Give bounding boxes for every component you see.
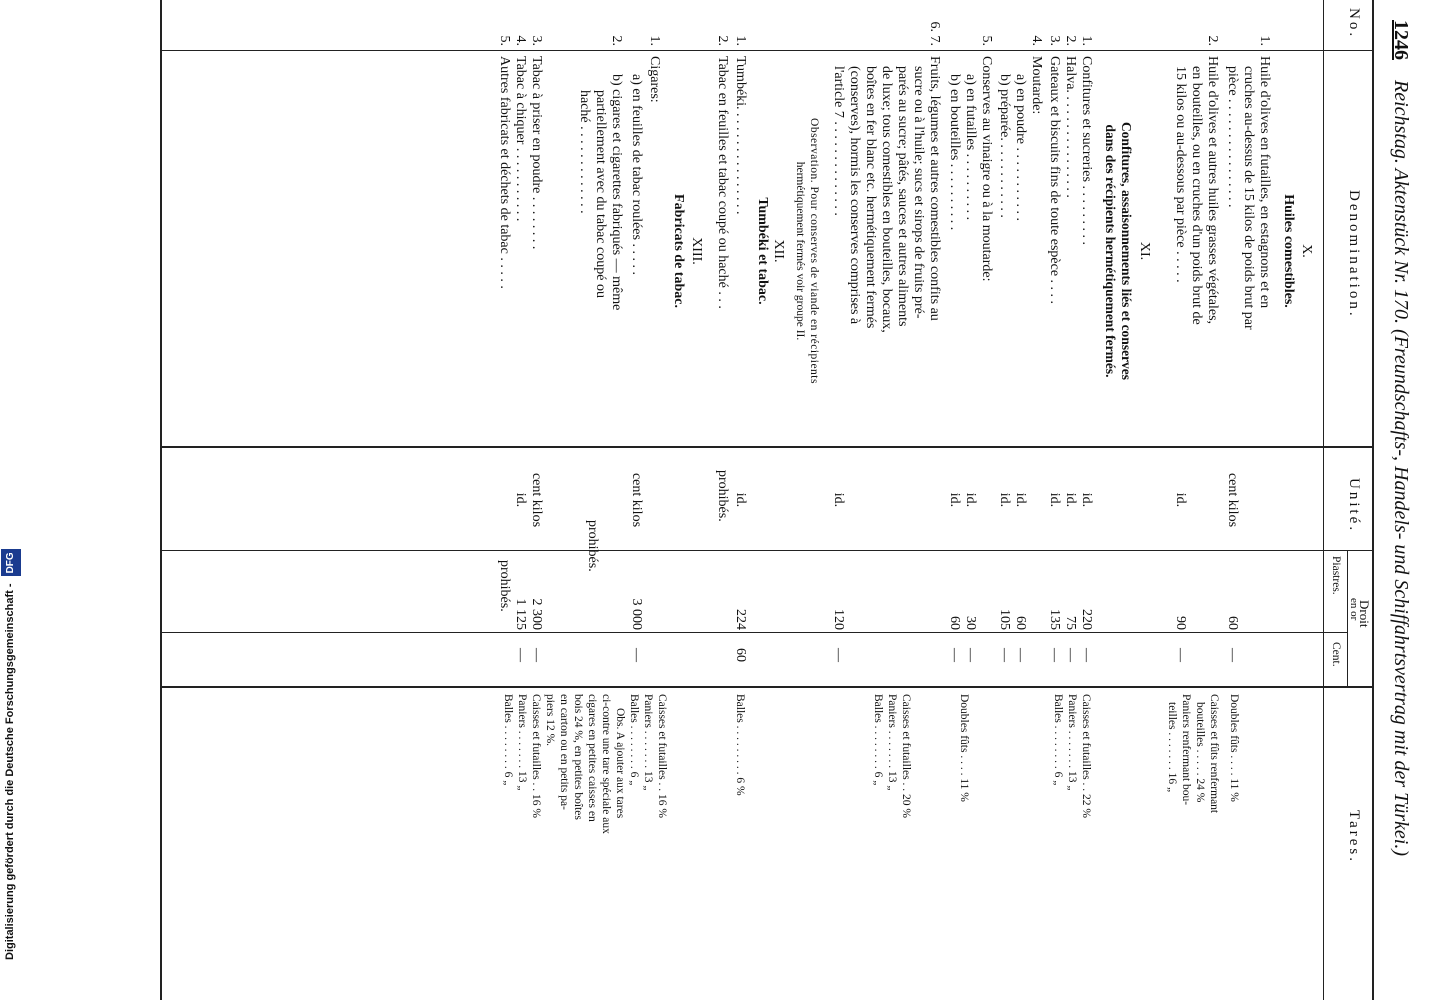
- unit-cell: cent kilos: [529, 472, 544, 528]
- cent-cell: —: [1173, 648, 1188, 662]
- row-text: parés au sucre; pâtés, sauces et autres aliments: [895, 66, 910, 327]
- piastres-cell: 60: [1013, 616, 1028, 630]
- row-number: 1.: [733, 35, 748, 46]
- tare-cell: Caisses et futailles . . 22 %: [1080, 694, 1092, 818]
- tare-cell: Caisses et futailles . . 16 %: [656, 694, 668, 818]
- row-number: 1.: [1079, 35, 1094, 46]
- row-number: 2.: [1205, 35, 1220, 46]
- cent-cell: —: [629, 648, 644, 662]
- row-number: 2.: [1063, 35, 1078, 46]
- col-header-tares: Tares.: [1346, 810, 1362, 865]
- tare-cell: Balles . . . . . . . . 6 „: [1052, 694, 1064, 786]
- piastres-cell: 60: [947, 616, 962, 630]
- col-header-droit-or: en or: [1348, 598, 1360, 621]
- tare-cell: piers 12 %.: [544, 694, 556, 747]
- cent-cell: —: [963, 648, 978, 662]
- tare-cell: Paniers . . . . . . . 13 „: [516, 694, 528, 791]
- section-xi-subtitle-1: Confitures, assaisonnements liés et conserves: [1119, 121, 1134, 381]
- piastres-cell: 224: [733, 609, 748, 630]
- tare-cell: Balles . . . . . . . . 6 „: [502, 694, 514, 786]
- col-divider-no: [162, 50, 1374, 51]
- tare-cell: en carton ou en petits pa-: [558, 694, 570, 810]
- row-text: b) en bouteilles . . . . . . . . . .: [947, 74, 962, 231]
- row-number: 4.: [513, 35, 528, 46]
- row-text: haché . . . . . . . . . . . . .: [577, 90, 592, 214]
- unit-cell: id.: [1079, 492, 1094, 508]
- tare-cell: bouteilles . . . . . 24 %: [1194, 702, 1206, 803]
- row-text: en bouteilles, ou en cruches d'un poids brut de: [1189, 66, 1204, 325]
- row-text: Tabac à chiquer . . . . . . . . . . .: [513, 56, 528, 222]
- row-number: 3.: [529, 35, 544, 46]
- row-text: boîtes en fer blanc etc. hermétiquement fermés: [863, 66, 878, 329]
- piastres-cell: 3 000: [629, 598, 644, 630]
- credit-text: Digitalisierung gefördert durch die Deutsche Forschungsgemeinschaft -: [4, 583, 16, 960]
- tare-cell: Caisses et futailles . . 20 %: [900, 694, 912, 818]
- row-text: Tabac en feuilles et tabac coupé ou haché . . .: [715, 56, 730, 309]
- section-xi-subtitle-2: dans des récipients hermétiquement fermés.: [1103, 124, 1118, 378]
- section-xii-title: XII.: [771, 239, 786, 263]
- piastres-cell: 60: [1225, 616, 1240, 630]
- row-text: Moutarde:: [1029, 56, 1044, 115]
- unit-cell: id.: [963, 492, 978, 508]
- tare-cell: Paniers renfermant bou-: [1180, 694, 1192, 806]
- piastres-cell: 1 125: [513, 598, 528, 630]
- tare-cell: Caisses et futailles . . 16 %: [530, 694, 542, 818]
- piastres-cell: 2 300: [529, 598, 544, 630]
- col-header-cent: Cent.: [1330, 642, 1342, 667]
- row-text: partiellement avec du tabac coupé ou: [593, 90, 608, 298]
- row-text: a) en futailles . . . . . . . . . .: [963, 74, 978, 221]
- header-bottom-border: [1323, 0, 1324, 1000]
- row-text: Fruits, légumes et autres comestibles confits au: [927, 56, 942, 321]
- row-text: Halva. . . . . . . . . . . . . . . .: [1063, 56, 1078, 198]
- cent-cell: 60: [733, 648, 748, 662]
- row-number: 2.: [715, 35, 730, 46]
- observation-text: hermétiquement fermés voir groupe II.: [794, 161, 806, 341]
- cent-cell: —: [1047, 648, 1062, 662]
- unit-cell: id.: [947, 492, 962, 508]
- tare-cell: ci-contre une tare spéciale aux: [600, 694, 612, 834]
- cent-cell: —: [997, 648, 1012, 662]
- row-text: pièce . . . . . . . . . . . . . . . .: [1225, 66, 1240, 208]
- row-number: 3.: [1047, 35, 1062, 46]
- row-text: sucre ou à l'huile; sucs et sirops de fruits pré-: [911, 66, 926, 319]
- col-divider-denomination: [162, 446, 1374, 448]
- unit-cell: id.: [1173, 492, 1188, 508]
- unit-cell: id.: [997, 492, 1012, 508]
- section-xiii-title: XIII.: [689, 237, 704, 265]
- col-divider-piastres: [162, 632, 1348, 633]
- piastres-cell: 90: [1173, 616, 1188, 630]
- tare-cell: cigares en petites caisses en: [586, 694, 598, 822]
- row-text: 15 kilos ou au-dessous par pièce . . . . .: [1173, 66, 1188, 283]
- row-text: Tumbéki. . . . . . . . . . . . . . . .: [733, 56, 748, 215]
- piastres-cell: 75: [1063, 616, 1078, 630]
- prohibited-cell: prohibés.: [497, 560, 512, 612]
- row-text: Gateaux et biscuits fins de toute espèce . . . .: [1047, 56, 1062, 305]
- observation-text: Observation. Pour conserves de viande en récipients: [808, 118, 820, 384]
- unit-cell: cent kilos: [1225, 472, 1240, 528]
- row-text: a) en poudre . . . . . . . . . . .: [1013, 74, 1028, 221]
- tare-cell: teilles . . . . . . . 16 „: [1166, 702, 1178, 793]
- row-text: a) en feuilles de tabac roulées . . . . .: [629, 74, 644, 275]
- page-header: [1389, 20, 1412, 856]
- unit-cell: id.: [513, 492, 528, 508]
- section-xiii-subtitle: Fabricats de tabac.: [671, 194, 686, 308]
- col-header-piastres: Piastres.: [1330, 556, 1342, 595]
- table-top-border: [1372, 0, 1374, 1000]
- cent-cell: —: [1225, 648, 1240, 662]
- col-header-no: No.: [1346, 8, 1362, 40]
- cent-cell: —: [529, 648, 544, 662]
- row-text: Autres fabricats et déchets de tabac . . . . .: [497, 56, 512, 289]
- unit-cell: id.: [831, 492, 846, 508]
- row-text: l'article 7 . . . . . . . . . . . . . .: [831, 66, 846, 216]
- col-header-unite: Unité.: [1346, 478, 1362, 534]
- row-text: cruches au-dessus de 15 kilos de poids brut par: [1241, 66, 1256, 330]
- page-title: Reichstag. Aktenstück Nr. 170. (Freundschafts-, Handels- und Schiffahrtsvertrag mit der Türkei.): [1390, 80, 1412, 857]
- row-text: (conserves), hormis les conserves comprises à: [847, 66, 862, 325]
- tare-cell: Balles . . . . . . . . 6 „: [872, 694, 884, 786]
- piastres-cell: 105: [997, 609, 1012, 630]
- tare-cell: Paniers . . . . . . . 13 „: [1066, 694, 1078, 791]
- row-text: Tabac à priser en poudre . . . . . . . .: [529, 56, 544, 250]
- row-number: 5.: [979, 35, 994, 46]
- cent-cell: —: [1063, 648, 1078, 662]
- unit-cell: id.: [1013, 492, 1028, 508]
- piastres-cell: 30: [963, 616, 978, 630]
- row-text: Huile d'olives en futailles, en estagnons et en: [1257, 56, 1272, 309]
- tare-cell: Obs. A ajouter aux tares: [614, 708, 626, 819]
- tare-cell: Caisses et fûts renfermant: [1208, 694, 1220, 814]
- cent-cell: —: [513, 648, 528, 662]
- tare-cell: Paniers . . . . . . . 13 „: [886, 694, 898, 791]
- row-text: de luxe; tous comestibles en bouteilles, bocaux,: [879, 66, 894, 333]
- digitization-credit: [0, 0, 20, 1000]
- tare-cell: Doubles fûts . . . . 11 %: [1228, 694, 1240, 802]
- row-number: 4.: [1029, 35, 1044, 46]
- cent-cell: —: [1079, 648, 1094, 662]
- col-divider-unit: [162, 550, 1374, 551]
- prohibited-cell: prohibés.: [585, 520, 600, 572]
- section-xii-subtitle: Tumbéki et tabac.: [755, 197, 770, 305]
- piastres-cell: 120: [831, 609, 846, 630]
- row-text: Conserves au vinaigre ou à la moutarde:: [979, 56, 994, 282]
- tare-cell: Balles . . . . . . . . . 6 %: [734, 694, 746, 796]
- unit-cell: id.: [733, 492, 748, 508]
- cent-cell: —: [831, 648, 846, 662]
- unit-cell: id.: [1063, 492, 1078, 508]
- page-number: 1246: [1390, 20, 1412, 60]
- row-number: 1.: [647, 35, 662, 46]
- row-number: 5.: [497, 35, 512, 46]
- row-number: 1.: [1257, 35, 1272, 46]
- section-x-title: X.: [1299, 244, 1314, 258]
- row-number: 2.: [609, 35, 624, 46]
- tare-cell: Paniers . . . . . . . 13 „: [642, 694, 654, 791]
- row-text: Confitures et sucreries . . . . . . . . .: [1079, 56, 1094, 245]
- table-bottom-border: [160, 0, 162, 1000]
- row-number: 6. 7.: [927, 21, 942, 46]
- unit-cell: id.: [1047, 492, 1062, 508]
- piastres-cell: 135: [1047, 609, 1062, 630]
- piastres-cell: 220: [1079, 609, 1094, 630]
- row-text: Huile d'olives et autres huiles grasses végétales,: [1205, 56, 1220, 325]
- col-divider-droit: [162, 686, 1374, 688]
- tare-cell: Doubles fûts . . . . 11 %: [958, 694, 970, 802]
- tare-cell: Balles . . . . . . . . 6 „: [628, 694, 640, 786]
- cent-cell: —: [1013, 648, 1028, 662]
- prohibited-cell: prohibés.: [715, 470, 730, 522]
- section-xi-title: XI.: [1137, 241, 1152, 261]
- section-x-subtitle: Huiles comestibles.: [1281, 194, 1296, 308]
- row-text: Cigares:: [647, 56, 662, 103]
- dfg-logo: DFG: [1, 549, 21, 576]
- tare-cell: bois 24 %, en petites boîtes: [572, 694, 584, 820]
- unit-cell: cent kilos: [629, 472, 644, 528]
- row-text: b) cigares et cigarettes fabriqués — même: [609, 74, 624, 311]
- cent-cell: —: [947, 648, 962, 662]
- col-header-droit: Droit: [1357, 600, 1372, 628]
- row-text: b) préparée. . . . . . . . . . . .: [997, 74, 1012, 218]
- col-header-denomination: Denomination.: [1346, 190, 1362, 319]
